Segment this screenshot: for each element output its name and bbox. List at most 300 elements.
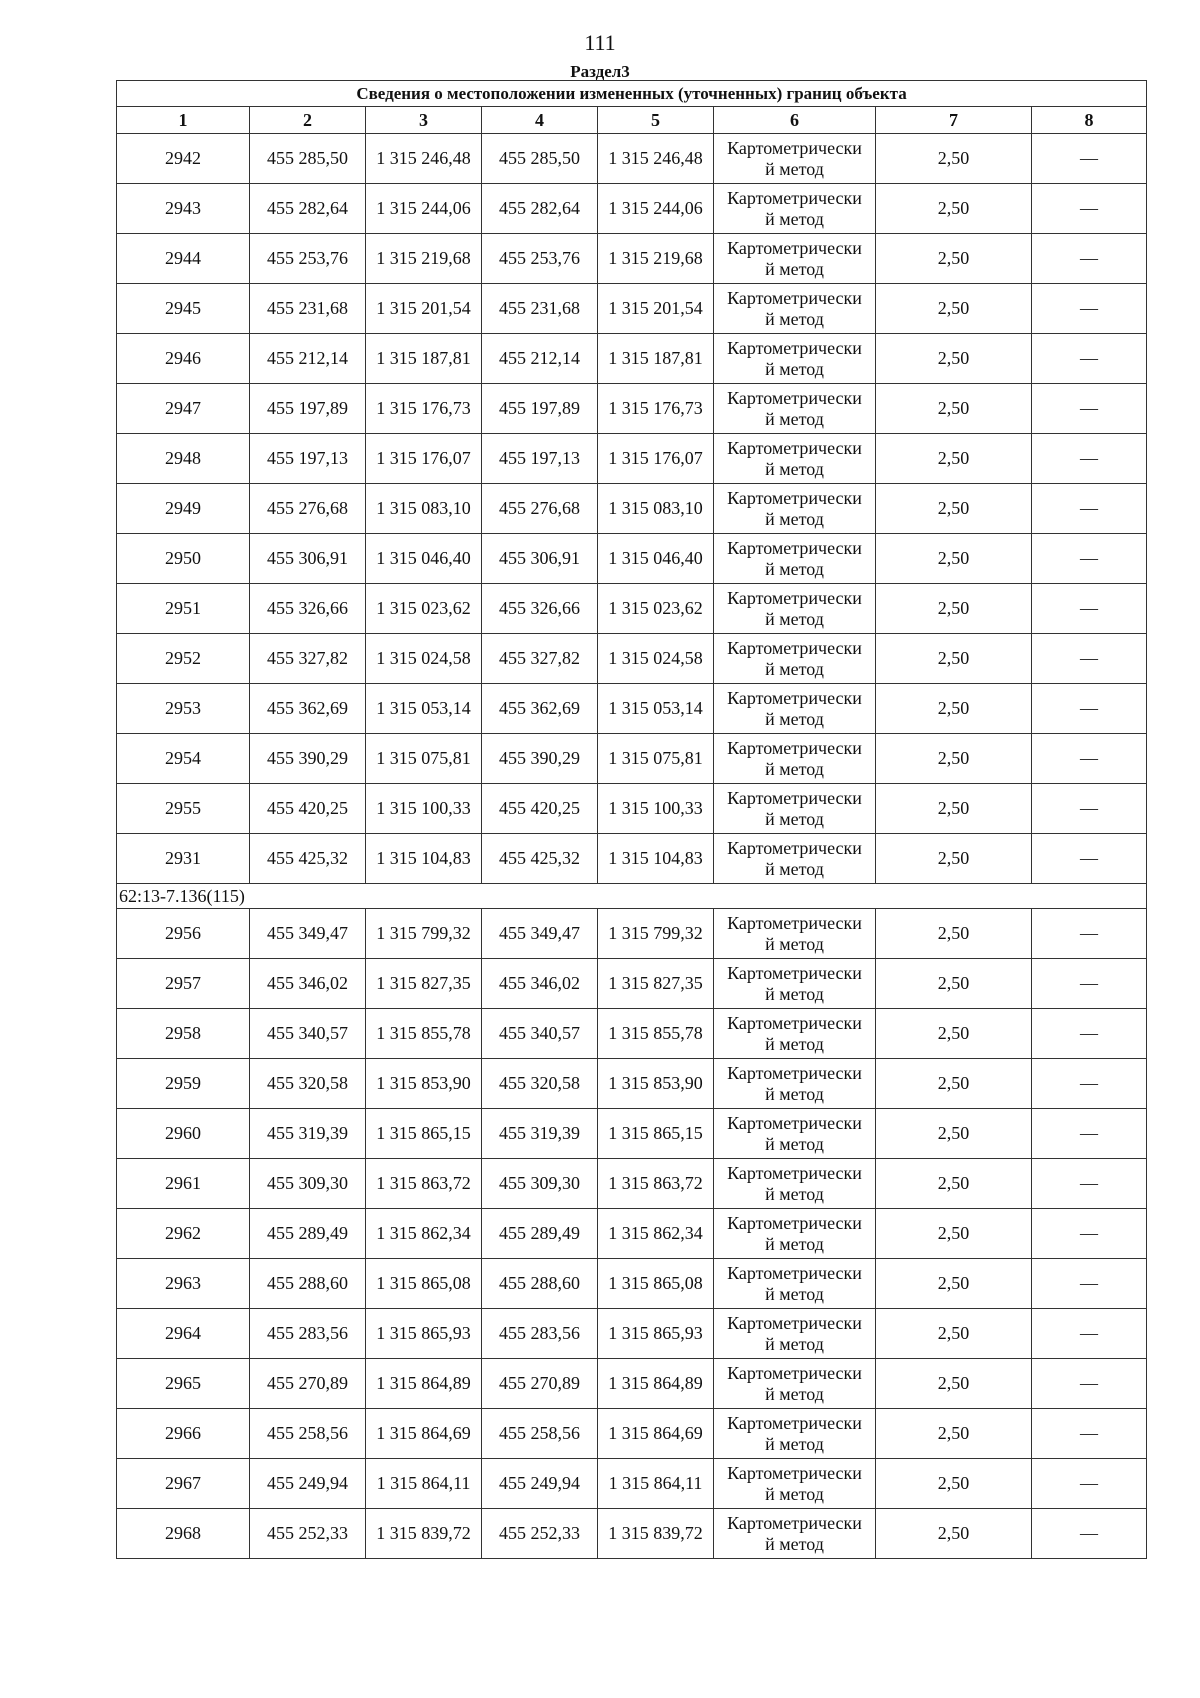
- old-y: 1 315 863,72: [366, 1159, 482, 1209]
- table-row: [117, 384, 1147, 434]
- accuracy-value: 2,50: [876, 734, 1032, 784]
- accuracy-value: 2,50: [876, 1459, 1032, 1509]
- method-line: Картометрически: [727, 287, 862, 308]
- description-empty: —: [1032, 1209, 1147, 1259]
- method-line: Картометрически: [727, 187, 862, 208]
- table-row: [117, 734, 1147, 784]
- new-y: 1 315 864,11: [598, 1459, 714, 1509]
- new-x: 455 346,02: [482, 959, 598, 1009]
- point-number: 2959: [117, 1059, 250, 1109]
- new-x: 455 283,56: [482, 1309, 598, 1359]
- accuracy-value: 2,50: [876, 784, 1032, 834]
- old-y: 1 315 219,68: [366, 234, 482, 284]
- description-empty: —: [1032, 1459, 1147, 1509]
- description-empty: —: [1032, 1059, 1147, 1109]
- method-cell: [714, 134, 876, 184]
- new-y: 1 315 799,32: [598, 909, 714, 959]
- old-y: 1 315 201,54: [366, 284, 482, 334]
- new-x: 455 309,30: [482, 1159, 598, 1209]
- new-x: 455 425,32: [482, 834, 598, 884]
- old-x: 455 327,82: [250, 634, 366, 684]
- method-cell: [714, 1259, 876, 1309]
- table-row: [117, 909, 1147, 959]
- point-number: 2958: [117, 1009, 250, 1059]
- table-row: [117, 434, 1147, 484]
- column-header: 4: [482, 107, 598, 134]
- old-x: 455 349,47: [250, 909, 366, 959]
- column-header: 3: [366, 107, 482, 134]
- method-line: Картометрически: [727, 787, 862, 808]
- new-x: 455 362,69: [482, 684, 598, 734]
- method-line: Картометрически: [727, 387, 862, 408]
- method-line: Картометрически: [727, 1062, 862, 1083]
- new-y: 1 315 100,33: [598, 784, 714, 834]
- method-cell: [714, 684, 876, 734]
- old-y: 1 315 083,10: [366, 484, 482, 534]
- method-line: й метод: [765, 1533, 824, 1554]
- accuracy-value: 2,50: [876, 184, 1032, 234]
- new-x: 455 306,91: [482, 534, 598, 584]
- description-empty: —: [1032, 1509, 1147, 1559]
- new-x: 455 420,25: [482, 784, 598, 834]
- method-line: й метод: [765, 1333, 824, 1354]
- old-y: 1 315 100,33: [366, 784, 482, 834]
- new-x: 455 197,89: [482, 384, 598, 434]
- description-empty: —: [1032, 909, 1147, 959]
- column-header: 1: [117, 107, 250, 134]
- new-y: 1 315 246,48: [598, 134, 714, 184]
- method-cell: [714, 1109, 876, 1159]
- description-empty: —: [1032, 1159, 1147, 1209]
- old-x: 455 289,49: [250, 1209, 366, 1259]
- method-line: й метод: [765, 933, 824, 954]
- accuracy-value: 2,50: [876, 1159, 1032, 1209]
- table-row: [117, 1159, 1147, 1209]
- old-x: 455 326,66: [250, 584, 366, 634]
- accuracy-value: 2,50: [876, 909, 1032, 959]
- method-line: й метод: [765, 608, 824, 629]
- method-cell: [714, 434, 876, 484]
- old-x: 455 231,68: [250, 284, 366, 334]
- new-y: 1 315 839,72: [598, 1509, 714, 1559]
- method-line: Картометрически: [727, 1262, 862, 1283]
- new-x: 455 249,94: [482, 1459, 598, 1509]
- table-row: [117, 534, 1147, 584]
- method-line: й метод: [765, 1133, 824, 1154]
- new-x: 455 212,14: [482, 334, 598, 384]
- old-y: 1 315 799,32: [366, 909, 482, 959]
- method-line: Картометрически: [727, 487, 862, 508]
- old-x: 455 306,91: [250, 534, 366, 584]
- method-line: й метод: [765, 1383, 824, 1404]
- point-number: 2957: [117, 959, 250, 1009]
- old-x: 455 420,25: [250, 784, 366, 834]
- new-x: 455 197,13: [482, 434, 598, 484]
- point-number: 2953: [117, 684, 250, 734]
- method-line: Картометрически: [727, 1012, 862, 1033]
- new-y: 1 315 827,35: [598, 959, 714, 1009]
- method-line: й метод: [765, 308, 824, 329]
- old-y: 1 315 864,89: [366, 1359, 482, 1409]
- method-cell: [714, 234, 876, 284]
- new-y: 1 315 187,81: [598, 334, 714, 384]
- method-line: й метод: [765, 658, 824, 679]
- old-x: 455 340,57: [250, 1009, 366, 1059]
- method-line: Картометрически: [727, 1512, 862, 1533]
- accuracy-value: 2,50: [876, 1009, 1032, 1059]
- new-y: 1 315 046,40: [598, 534, 714, 584]
- method-cell: [714, 384, 876, 434]
- new-x: 455 288,60: [482, 1259, 598, 1309]
- table-row: [117, 684, 1147, 734]
- old-x: 455 258,56: [250, 1409, 366, 1459]
- point-number: 2956: [117, 909, 250, 959]
- old-y: 1 315 862,34: [366, 1209, 482, 1259]
- old-y: 1 315 176,07: [366, 434, 482, 484]
- method-line: й метод: [765, 258, 824, 279]
- old-x: 455 253,76: [250, 234, 366, 284]
- column-header: 8: [1032, 107, 1147, 134]
- column-header: 7: [876, 107, 1032, 134]
- point-number: 2951: [117, 584, 250, 634]
- method-line: Картометрически: [727, 1212, 862, 1233]
- accuracy-value: 2,50: [876, 484, 1032, 534]
- old-x: 455 283,56: [250, 1309, 366, 1359]
- accuracy-value: 2,50: [876, 1209, 1032, 1259]
- method-line: й метод: [765, 1433, 824, 1454]
- point-number: 2963: [117, 1259, 250, 1309]
- accuracy-value: 2,50: [876, 834, 1032, 884]
- cadastral-number-label: 62:13-7.136(115): [117, 884, 1147, 909]
- description-empty: —: [1032, 959, 1147, 1009]
- old-y: 1 315 053,14: [366, 684, 482, 734]
- old-x: 455 309,30: [250, 1159, 366, 1209]
- accuracy-value: 2,50: [876, 284, 1032, 334]
- old-x: 455 270,89: [250, 1359, 366, 1409]
- accuracy-value: 2,50: [876, 1309, 1032, 1359]
- table-row: [117, 1109, 1147, 1159]
- old-x: 455 288,60: [250, 1259, 366, 1309]
- accuracy-value: 2,50: [876, 1059, 1032, 1109]
- method-line: Картометрически: [727, 837, 862, 858]
- accuracy-value: 2,50: [876, 234, 1032, 284]
- method-cell: [714, 334, 876, 384]
- table-caption-row: [117, 81, 1147, 107]
- table-row: [117, 284, 1147, 334]
- new-x: 455 326,66: [482, 584, 598, 634]
- description-empty: —: [1032, 1309, 1147, 1359]
- description-empty: —: [1032, 434, 1147, 484]
- old-y: 1 315 855,78: [366, 1009, 482, 1059]
- old-y: 1 315 244,06: [366, 184, 482, 234]
- table-row: [117, 184, 1147, 234]
- new-y: 1 315 855,78: [598, 1009, 714, 1059]
- section-title: Раздел3: [570, 62, 630, 81]
- method-line: й метод: [765, 1083, 824, 1104]
- table-row: [117, 1209, 1147, 1259]
- method-line: Картометрически: [727, 537, 862, 558]
- method-cell: [714, 1009, 876, 1059]
- table-row: [117, 334, 1147, 384]
- old-x: 455 282,64: [250, 184, 366, 234]
- point-number: 2966: [117, 1409, 250, 1459]
- old-y: 1 315 839,72: [366, 1509, 482, 1559]
- description-empty: —: [1032, 584, 1147, 634]
- method-line: Картометрически: [727, 587, 862, 608]
- point-number: 2949: [117, 484, 250, 534]
- new-y: 1 315 864,69: [598, 1409, 714, 1459]
- old-y: 1 315 104,83: [366, 834, 482, 884]
- old-x: 455 197,89: [250, 384, 366, 434]
- method-line: й метод: [765, 1233, 824, 1254]
- point-number: 2962: [117, 1209, 250, 1259]
- method-cell: [714, 534, 876, 584]
- description-empty: —: [1032, 384, 1147, 434]
- method-line: Картометрически: [727, 1412, 862, 1433]
- point-number: 2948: [117, 434, 250, 484]
- column-header: 5: [598, 107, 714, 134]
- method-line: й метод: [765, 858, 824, 879]
- method-line: Картометрически: [727, 1162, 862, 1183]
- method-cell: [714, 1159, 876, 1209]
- method-line: й метод: [765, 508, 824, 529]
- point-number: 2946: [117, 334, 250, 384]
- description-empty: —: [1032, 134, 1147, 184]
- accuracy-value: 2,50: [876, 1509, 1032, 1559]
- new-y: 1 315 075,81: [598, 734, 714, 784]
- accuracy-value: 2,50: [876, 634, 1032, 684]
- new-x: 455 320,58: [482, 1059, 598, 1109]
- method-line: й метод: [765, 408, 824, 429]
- method-cell: [714, 184, 876, 234]
- table-row: [117, 1409, 1147, 1459]
- accuracy-value: 2,50: [876, 1409, 1032, 1459]
- method-cell: [714, 1059, 876, 1109]
- column-number-row: [117, 107, 1147, 134]
- point-number: 2952: [117, 634, 250, 684]
- old-y: 1 315 187,81: [366, 334, 482, 384]
- method-cell: [714, 1309, 876, 1359]
- table-row: [117, 1259, 1147, 1309]
- table-row: [117, 1059, 1147, 1109]
- description-empty: —: [1032, 484, 1147, 534]
- method-cell: [714, 1409, 876, 1459]
- new-y: 1 315 865,93: [598, 1309, 714, 1359]
- accuracy-value: 2,50: [876, 1259, 1032, 1309]
- new-y: 1 315 853,90: [598, 1059, 714, 1109]
- description-empty: —: [1032, 634, 1147, 684]
- new-y: 1 315 863,72: [598, 1159, 714, 1209]
- point-number: 2947: [117, 384, 250, 434]
- method-cell: [714, 484, 876, 534]
- point-number: 2943: [117, 184, 250, 234]
- new-x: 455 349,47: [482, 909, 598, 959]
- point-number: 2931: [117, 834, 250, 884]
- method-cell: [714, 1459, 876, 1509]
- column-header: 2: [250, 107, 366, 134]
- new-x: 455 258,56: [482, 1409, 598, 1459]
- method-line: Картометрически: [727, 1462, 862, 1483]
- point-number: 2950: [117, 534, 250, 584]
- table-row: [117, 484, 1147, 534]
- new-x: 455 276,68: [482, 484, 598, 534]
- point-number: 2960: [117, 1109, 250, 1159]
- page-number: 111: [584, 30, 616, 55]
- old-x: 455 362,69: [250, 684, 366, 734]
- accuracy-value: 2,50: [876, 584, 1032, 634]
- new-y: 1 315 104,83: [598, 834, 714, 884]
- method-line: й метод: [765, 1283, 824, 1304]
- method-line: Картометрически: [727, 912, 862, 933]
- old-y: 1 315 827,35: [366, 959, 482, 1009]
- point-number: 2954: [117, 734, 250, 784]
- method-line: й метод: [765, 358, 824, 379]
- point-number: 2945: [117, 284, 250, 334]
- description-empty: —: [1032, 1409, 1147, 1459]
- new-y: 1 315 862,34: [598, 1209, 714, 1259]
- accuracy-value: 2,50: [876, 534, 1032, 584]
- table-row: [117, 134, 1147, 184]
- point-number: 2968: [117, 1509, 250, 1559]
- old-y: 1 315 865,08: [366, 1259, 482, 1309]
- point-number: 2967: [117, 1459, 250, 1509]
- method-line: й метод: [765, 208, 824, 229]
- description-empty: —: [1032, 834, 1147, 884]
- method-cell: [714, 734, 876, 784]
- accuracy-value: 2,50: [876, 1109, 1032, 1159]
- method-line: й метод: [765, 1033, 824, 1054]
- old-x: 455 320,58: [250, 1059, 366, 1109]
- description-empty: —: [1032, 734, 1147, 784]
- new-x: 455 327,82: [482, 634, 598, 684]
- description-empty: —: [1032, 284, 1147, 334]
- description-empty: —: [1032, 1009, 1147, 1059]
- table-row: [117, 784, 1147, 834]
- new-x: 455 285,50: [482, 134, 598, 184]
- method-line: Картометрически: [727, 237, 862, 258]
- new-x: 455 253,76: [482, 234, 598, 284]
- method-line: й метод: [765, 458, 824, 479]
- method-cell: [714, 584, 876, 634]
- point-number: 2942: [117, 134, 250, 184]
- accuracy-value: 2,50: [876, 684, 1032, 734]
- method-line: Картометрически: [727, 1112, 862, 1133]
- old-x: 455 285,50: [250, 134, 366, 184]
- method-cell: [714, 1509, 876, 1559]
- old-y: 1 315 176,73: [366, 384, 482, 434]
- new-y: 1 315 244,06: [598, 184, 714, 234]
- description-empty: —: [1032, 334, 1147, 384]
- new-y: 1 315 083,10: [598, 484, 714, 534]
- table-row: [117, 234, 1147, 284]
- old-x: 455 212,14: [250, 334, 366, 384]
- old-y: 1 315 864,11: [366, 1459, 482, 1509]
- method-line: Картометрически: [727, 962, 862, 983]
- old-y: 1 315 023,62: [366, 584, 482, 634]
- new-y: 1 315 176,07: [598, 434, 714, 484]
- old-y: 1 315 046,40: [366, 534, 482, 584]
- old-y: 1 315 865,15: [366, 1109, 482, 1159]
- old-x: 455 276,68: [250, 484, 366, 534]
- boundary-coordinates-table: [116, 80, 1147, 1559]
- old-x: 455 390,29: [250, 734, 366, 784]
- point-number: 2944: [117, 234, 250, 284]
- new-y: 1 315 865,15: [598, 1109, 714, 1159]
- new-y: 1 315 219,68: [598, 234, 714, 284]
- new-x: 455 231,68: [482, 284, 598, 334]
- method-cell: [714, 634, 876, 684]
- accuracy-value: 2,50: [876, 1359, 1032, 1409]
- old-x: 455 425,32: [250, 834, 366, 884]
- new-x: 455 319,39: [482, 1109, 598, 1159]
- new-x: 455 340,57: [482, 1009, 598, 1059]
- method-line: й метод: [765, 1183, 824, 1204]
- accuracy-value: 2,50: [876, 384, 1032, 434]
- method-line: й метод: [765, 983, 824, 1004]
- new-y: 1 315 864,89: [598, 1359, 714, 1409]
- method-line: Картометрически: [727, 1362, 862, 1383]
- old-x: 455 252,33: [250, 1509, 366, 1559]
- method-cell: [714, 284, 876, 334]
- new-x: 455 390,29: [482, 734, 598, 784]
- description-empty: —: [1032, 684, 1147, 734]
- table-row: [117, 1509, 1147, 1559]
- new-y: 1 315 023,62: [598, 584, 714, 634]
- table-row: [117, 1459, 1147, 1509]
- table-row: [117, 1309, 1147, 1359]
- method-line: Картометрически: [727, 637, 862, 658]
- method-line: Картометрически: [727, 687, 862, 708]
- method-line: й метод: [765, 1483, 824, 1504]
- new-y: 1 315 201,54: [598, 284, 714, 334]
- point-number: 2965: [117, 1359, 250, 1409]
- method-cell: [714, 784, 876, 834]
- description-empty: —: [1032, 184, 1147, 234]
- method-line: Картометрически: [727, 737, 862, 758]
- old-y: 1 315 853,90: [366, 1059, 482, 1109]
- new-x: 455 252,33: [482, 1509, 598, 1559]
- new-x: 455 289,49: [482, 1209, 598, 1259]
- method-cell: [714, 834, 876, 884]
- table-row: [117, 1009, 1147, 1059]
- old-x: 455 197,13: [250, 434, 366, 484]
- description-empty: —: [1032, 234, 1147, 284]
- table-row: [117, 634, 1147, 684]
- method-line: Картометрически: [727, 337, 862, 358]
- table-row: [117, 1359, 1147, 1409]
- new-y: 1 315 053,14: [598, 684, 714, 734]
- new-x: 455 282,64: [482, 184, 598, 234]
- description-empty: —: [1032, 784, 1147, 834]
- group-header-row: [117, 884, 1147, 909]
- new-x: 455 270,89: [482, 1359, 598, 1409]
- old-x: 455 319,39: [250, 1109, 366, 1159]
- table-row: [117, 584, 1147, 634]
- method-line: Картометрически: [727, 137, 862, 158]
- table-row: [117, 834, 1147, 884]
- method-cell: [714, 959, 876, 1009]
- description-empty: —: [1032, 534, 1147, 584]
- method-line: Картометрически: [727, 437, 862, 458]
- method-line: й метод: [765, 808, 824, 829]
- description-empty: —: [1032, 1359, 1147, 1409]
- new-y: 1 315 024,58: [598, 634, 714, 684]
- old-y: 1 315 864,69: [366, 1409, 482, 1459]
- description-empty: —: [1032, 1109, 1147, 1159]
- method-line: й метод: [765, 158, 824, 179]
- accuracy-value: 2,50: [876, 134, 1032, 184]
- accuracy-value: 2,50: [876, 959, 1032, 1009]
